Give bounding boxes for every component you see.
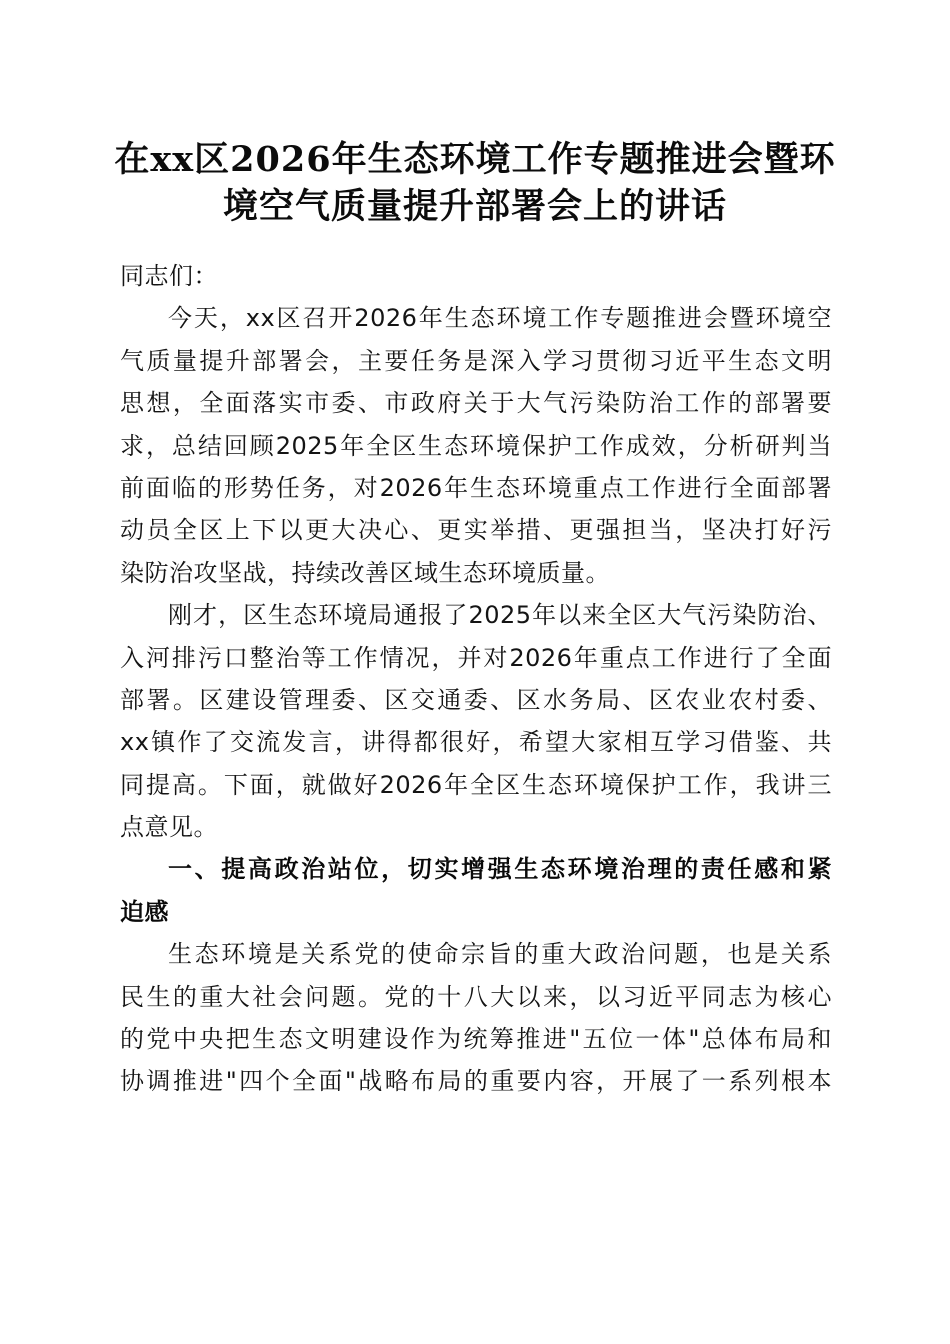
paragraph-line: 气质量提升部署会，主要任务是深入学习贯彻习近平生态文明 — [120, 346, 832, 375]
paragraph-line: 今天，xx区召开2026年生态环境工作专题推进会暨环境空 — [168, 304, 832, 333]
paragraph-line: 染防治攻坚战，持续改善区域生态环境质量。 — [120, 558, 610, 587]
paragraph-line: xx镇作了交流发言，讲得都很好，希望大家相互学习借鉴、共 — [120, 728, 832, 757]
document-body — [120, 255, 832, 1103]
paragraph-line: 生态环境是关系党的使命宗旨的重大政治问题，也是关系 — [168, 940, 832, 969]
paragraph-line: 部署。区建设管理委、区交通委、区水务局、区农业农村委、 — [120, 685, 832, 714]
paragraph-line: 前面临的形势任务，对2026年生态环境重点工作进行全面部署 — [120, 473, 832, 502]
paragraph-line: 入河排污口整治等工作情况，并对2026年重点工作进行了全面 — [120, 643, 832, 672]
title-line: 在xx区2026年生态环境工作专题推进会暨环 — [114, 139, 836, 180]
paragraph-line: 协调推进"四个全面"战略布局的重要内容，开展了一系列根本 — [120, 1067, 832, 1096]
paragraph-line: 求，总结回顾2025年全区生态环境保护工作成效，分析研判当 — [120, 431, 832, 460]
paragraph-line: 同提高。下面，就做好2026年全区生态环境保护工作，我讲三 — [120, 770, 832, 799]
paragraph-line: 刚才，区生态环境局通报了2025年以来全区大气污染防治、 — [168, 601, 832, 630]
section-heading: 一、提高政治站位，切实增强生态环境治理的责任感和紧 — [168, 855, 832, 884]
paragraph-line: 民生的重大社会问题。党的十八大以来，以习近平同志为核心 — [120, 982, 832, 1011]
paragraph-line: 点意见。 — [120, 813, 218, 842]
document-title — [100, 136, 850, 230]
salutation: 同志们： — [120, 262, 218, 290]
title-line: 境空气质量提升部署会上的讲话 — [222, 186, 727, 227]
paragraph-line: 动员全区上下以更大决心、更实举措、更强担当，坚决打好污 — [120, 516, 832, 545]
paragraph-line: 的党中央把生态文明建设作为统筹推进"五位一体"总体布局和 — [120, 1025, 832, 1054]
section-heading: 迫感 — [120, 897, 169, 926]
paragraph-line: 思想，全面落实市委、市政府关于大气污染防治工作的部署要 — [120, 389, 832, 418]
